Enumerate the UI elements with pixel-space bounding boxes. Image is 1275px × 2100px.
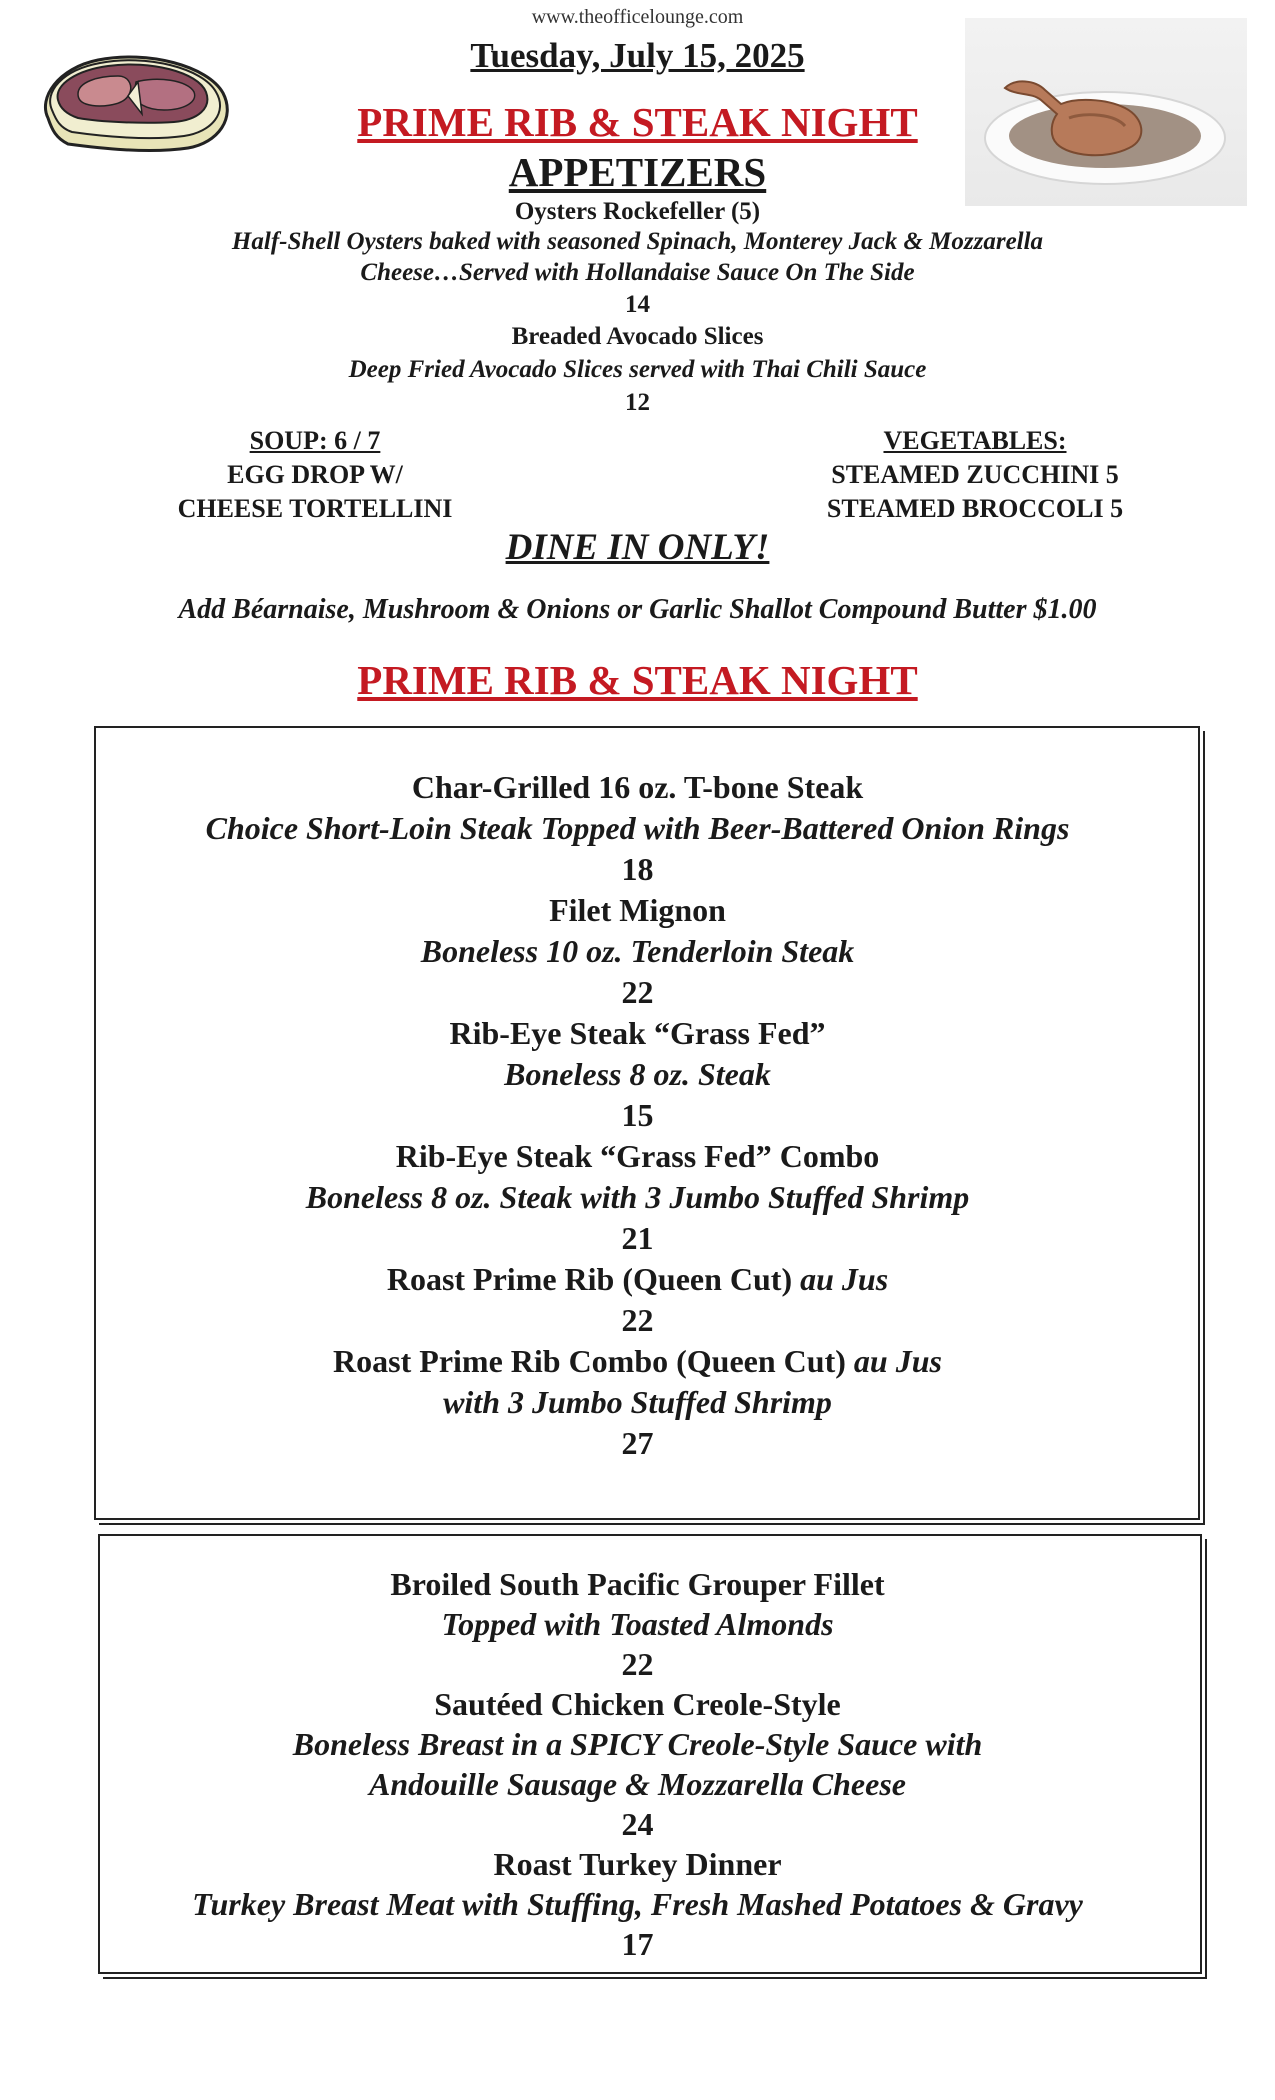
steak-description: with 3 Jumbo Stuffed Shrimp [443, 1384, 832, 1420]
soup-line: CHEESE TORTELLINI [177, 494, 453, 523]
steak-icon [38, 48, 238, 166]
entree-price: 22 [621, 1646, 654, 1682]
entree-description: Andouille Sausage & Mozzarella Cheese [369, 1766, 906, 1802]
steak-name-suffix: au Jus [800, 1261, 889, 1297]
steak-name: Char-Grilled 16 oz. T-bone Steak [411, 769, 864, 805]
steak-name: Rib-Eye Steak “Grass Fed” [449, 1015, 826, 1051]
steak-description: Boneless 8 oz. Steak [504, 1056, 771, 1092]
steak-name: Roast Prime Rib (Queen Cut) [386, 1261, 793, 1297]
appetizer-description: Deep Fried Avocado Slices served with Thai Chili Sauce [348, 356, 927, 383]
appetizer-description: Half-Shell Oysters baked with seasoned Spinach, Monterey Jack & Mozzarella [231, 228, 1044, 255]
steak-price: 22 [621, 974, 654, 1010]
vegetable-line: STEAMED ZUCCHINI 5 [831, 460, 1119, 489]
soup-line: EGG DROP W/ [227, 460, 403, 489]
steak-description: Boneless 10 oz. Tenderloin Steak [420, 933, 855, 969]
steak-price: 22 [621, 1302, 654, 1338]
steak-description: Choice Short-Loin Steak Topped with Beer-Battered Onion Rings [205, 810, 1070, 846]
entree-menu-list [0, 1564, 1275, 1964]
appetizer-name: Oysters Rockefeller (5) [514, 198, 761, 225]
menu-date: Tuesday, July 15, 2025 [470, 36, 805, 75]
entree-description: Boneless Breast in a SPICY Creole-Style Sauce with [292, 1726, 983, 1762]
steak-name-line [0, 1341, 1275, 1382]
steak-name-line [0, 1259, 1275, 1300]
prime-rib-photo [965, 18, 1247, 206]
steak-price: 21 [621, 1220, 654, 1256]
dine-in-notice: DINE IN ONLY! [505, 527, 770, 568]
entree-price: 24 [621, 1806, 654, 1842]
soup-heading: SOUP: 6 / 7 [249, 426, 381, 455]
appetizers-heading: APPETIZERS [508, 149, 767, 195]
entree-price: 17 [621, 1926, 654, 1962]
steak-name: Filet Mignon [549, 892, 726, 928]
steak-description: Boneless 8 oz. Steak with 3 Jumbo Stuffed Shrimp [305, 1179, 970, 1215]
menu-title: PRIME RIB & STEAK NIGHT [357, 99, 918, 145]
steak-price: 27 [621, 1425, 654, 1461]
entree-name: Roast Turkey Dinner [493, 1846, 782, 1882]
section-title: PRIME RIB & STEAK NIGHT [357, 657, 918, 703]
steak-price: 18 [621, 851, 654, 887]
entree-name: Broiled South Pacific Grouper Fillet [390, 1566, 885, 1602]
entree-description: Turkey Breast Meat with Stuffing, Fresh Mashed Potatoes & Gravy [192, 1886, 1083, 1922]
steak-name: Rib-Eye Steak “Grass Fed” Combo [395, 1138, 880, 1174]
appetizer-price: 14 [625, 291, 650, 318]
addon-note: Add Béarnaise, Mushroom & Onions or Garlic Shallot Compound Butter $1.00 [178, 594, 1097, 625]
vegetables-section [790, 424, 1160, 526]
steak-name: Roast Prime Rib Combo (Queen Cut) [333, 1343, 846, 1379]
website-url: www.theofficelounge.com [531, 6, 744, 28]
steak-price: 15 [621, 1097, 654, 1133]
soup-section [130, 424, 500, 526]
entree-description: Topped with Toasted Almonds [441, 1606, 834, 1642]
appetizer-description: Cheese…Served with Hollandaise Sauce On The Side [360, 259, 915, 286]
entree-name: Sautéed Chicken Creole-Style [434, 1686, 841, 1722]
appetizer-name: Breaded Avocado Slices [511, 323, 764, 350]
steak-menu-list [0, 767, 1275, 1464]
appetizer-price: 12 [625, 389, 650, 416]
steak-name-suffix: au Jus [853, 1343, 942, 1379]
vegetable-line: STEAMED BROCCOLI 5 [826, 494, 1124, 523]
vegetables-heading: VEGETABLES: [883, 426, 1067, 455]
